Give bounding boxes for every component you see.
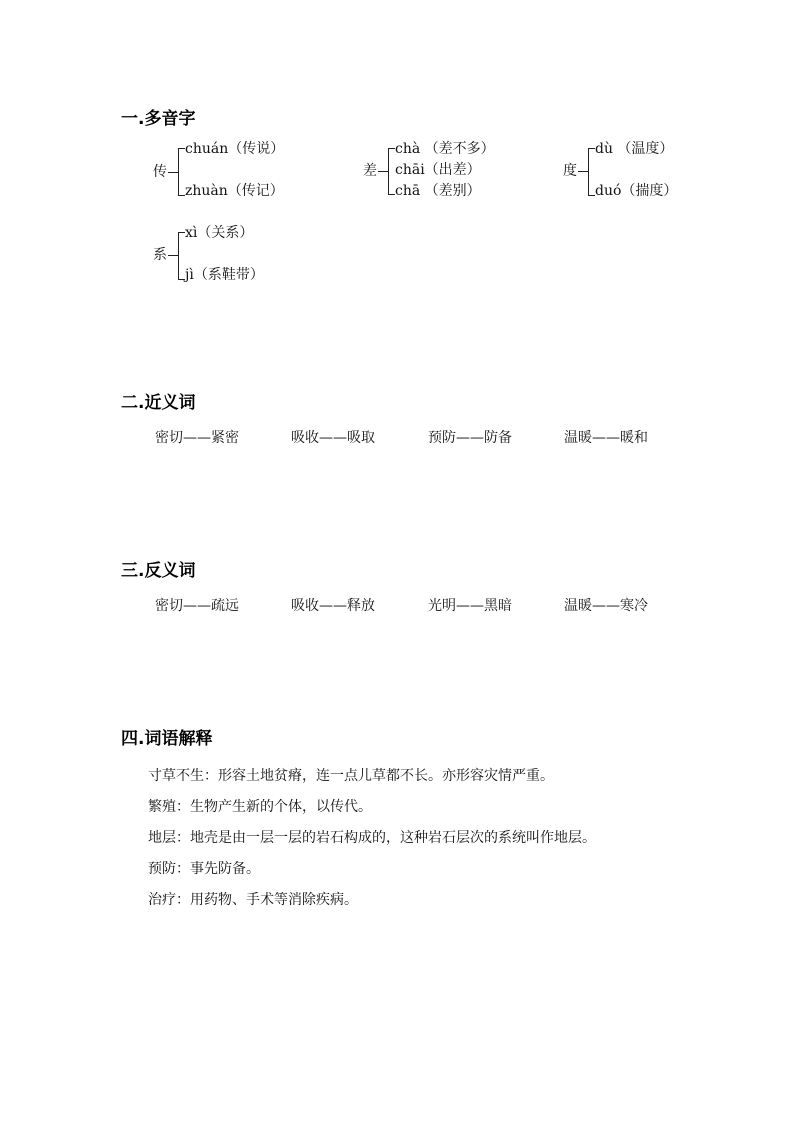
brace-line: [178, 232, 185, 280]
reading: chāi（出差）: [395, 162, 481, 178]
synonym-pair: 预防——防备: [428, 430, 512, 446]
polyphonic-char: 传: [153, 164, 167, 180]
section-title-antonyms: 三.反义词: [121, 561, 196, 581]
brace-tick: [578, 171, 588, 172]
brace-line: [178, 148, 185, 196]
definition-item: 寸草不生：形容土地贫瘠，连一点儿草都不长。亦形容灾情严重。: [148, 768, 554, 784]
section-title-polyphonic: 一.多音字: [121, 109, 196, 129]
reading: jì（系鞋带）: [185, 267, 264, 283]
reading: chà （差不多）: [395, 141, 495, 157]
synonym-pair: 吸收——吸取: [291, 430, 375, 446]
brace-tick: [168, 172, 178, 173]
polyphonic-char: 系: [153, 247, 167, 263]
polyphonic-char: 度: [563, 163, 577, 179]
antonym-pair: 密切——疏远: [155, 598, 239, 614]
brace-tick: [378, 171, 388, 172]
definition-item: 预防：事先防备。: [148, 861, 260, 877]
antonym-pair: 吸收——释放: [291, 598, 375, 614]
synonym-pair: 密切——紧密: [155, 430, 239, 446]
section-title-synonyms: 二.近义词: [121, 393, 196, 413]
definition-item: 治疗：用药物、手术等消除疾病。: [148, 892, 358, 908]
reading: chuán（传说）: [185, 141, 285, 157]
reading: zhuàn（传记）: [185, 183, 284, 199]
antonym-pair: 温暖——寒冷: [564, 598, 648, 614]
brace-tick: [168, 255, 178, 256]
definition-item: 地层：地壳是由一层一层的岩石构成的，这种岩石层次的系统叫作地层。: [148, 830, 596, 846]
definition-item: 繁殖：生物产生新的个体，以传代。: [148, 799, 372, 815]
reading: chā （差别）: [395, 183, 481, 199]
reading: xì（关系）: [185, 225, 254, 241]
synonym-pair: 温暖——暖和: [564, 430, 648, 446]
polyphonic-char: 差: [363, 163, 377, 179]
section-title-definitions: 四.词语解释: [121, 729, 213, 749]
reading: duó（揣度）: [595, 183, 678, 199]
brace-line: [588, 148, 595, 196]
antonym-pair: 光明——黑暗: [428, 598, 512, 614]
brace-line: [388, 148, 395, 195]
reading: dù （温度）: [595, 141, 674, 157]
